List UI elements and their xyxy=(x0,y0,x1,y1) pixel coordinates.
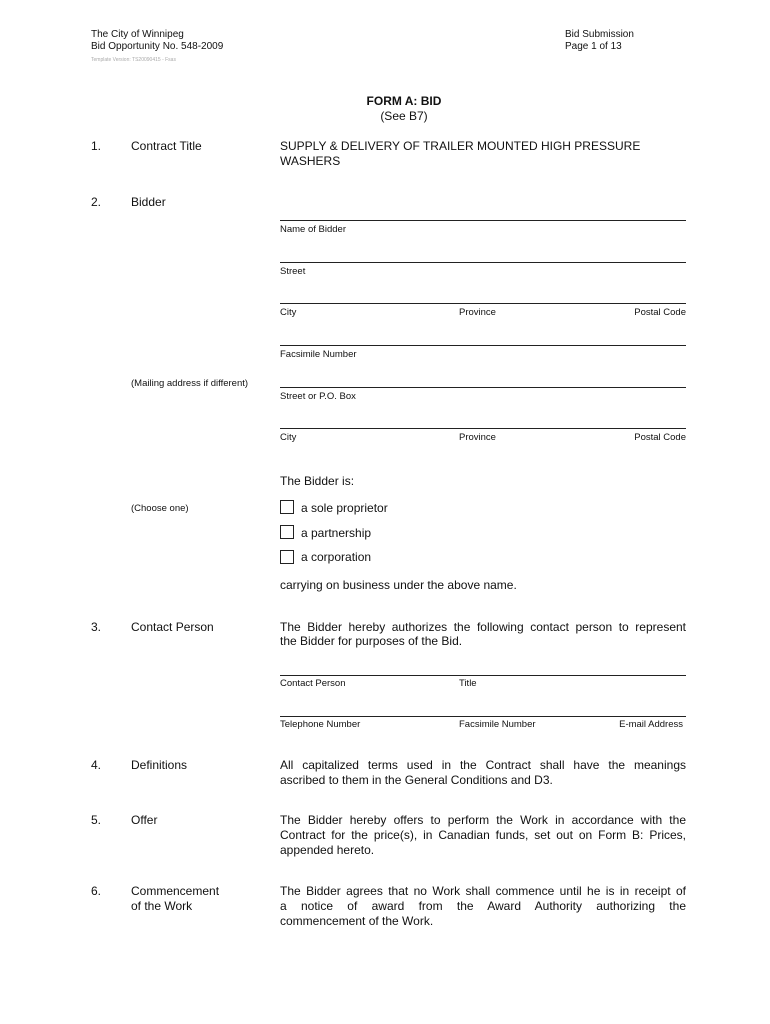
contact-person-text-line2: the Bidder for purposes of the Bid. xyxy=(280,634,463,648)
mailing-address-note: (Mailing address if different) xyxy=(131,378,249,389)
section-4-label: Definitions xyxy=(131,758,188,772)
section-6-number: 6. xyxy=(91,884,102,898)
email-label: E-mail Address xyxy=(619,719,683,730)
corporation-label: a corporation xyxy=(301,550,372,564)
street-line[interactable] xyxy=(280,262,686,263)
commencement-text-line1: The Bidder agrees that no Work shall commence until he is in receipt of xyxy=(280,884,686,898)
header-org: The City of Winnipeg xyxy=(91,29,184,40)
definitions-text-line2: ascribed to them in the General Conditions and D3. xyxy=(280,773,553,787)
section-2-number: 2. xyxy=(91,195,102,209)
contact-person-field-label: Contact Person xyxy=(280,678,346,689)
contact-person-line[interactable] xyxy=(280,675,686,676)
sole-proprietor-label: a sole proprietor xyxy=(301,501,388,515)
section-2-label: Bidder xyxy=(131,195,166,209)
section-4-number: 4. xyxy=(91,758,102,772)
city-line[interactable] xyxy=(280,303,686,304)
corporation-checkbox[interactable] xyxy=(280,550,294,564)
postal-code2-label: Postal Code xyxy=(634,432,686,443)
contact-fax-label: Facsimile Number xyxy=(459,719,536,730)
commencement-text-line3: commencement of the Work. xyxy=(280,914,434,928)
form-see: (See B7) xyxy=(380,109,428,123)
section-3-number: 3. xyxy=(91,620,102,634)
province-label: Province xyxy=(459,307,496,318)
fax-line[interactable] xyxy=(280,345,686,346)
offer-text-line3: appended hereto. xyxy=(280,843,375,857)
section-6-label-line1: Commencement xyxy=(131,884,220,898)
section-5-label: Offer xyxy=(131,813,158,827)
section-1-label: Contract Title xyxy=(131,139,202,153)
choose-one-note: (Choose one) xyxy=(131,503,189,514)
city2-label: City xyxy=(280,432,297,443)
form-title: FORM A: BID xyxy=(366,94,442,108)
street-po-label: Street or P.O. Box xyxy=(280,391,356,402)
telephone-label: Telephone Number xyxy=(280,719,361,730)
street-label: Street xyxy=(280,266,306,277)
contract-title-line2: WASHERS xyxy=(280,154,341,168)
bidder-is-heading: The Bidder is: xyxy=(280,474,355,488)
bidder-name-line[interactable] xyxy=(280,220,686,221)
partnership-label: a partnership xyxy=(301,526,372,540)
section-1-number: 1. xyxy=(91,139,102,153)
contract-title-line1: SUPPLY & DELIVERY OF TRAILER MOUNTED HIGH PRESSURE xyxy=(280,139,641,153)
contact-title-label: Title xyxy=(459,678,477,689)
section-6-label-line2: of the Work xyxy=(131,899,193,913)
street-po-line[interactable] xyxy=(280,387,686,388)
section-5-number: 5. xyxy=(91,813,102,827)
bidder-name-label: Name of Bidder xyxy=(280,224,347,235)
header-page-number: Page 1 of 13 xyxy=(565,41,622,52)
contact-person-text-line1: The Bidder hereby authorizes the following contact person to represent xyxy=(280,620,686,634)
partnership-checkbox[interactable] xyxy=(280,525,294,539)
city-label: City xyxy=(280,307,297,318)
commencement-text-line2: a notice of award from the Award Authority authorizing the xyxy=(280,899,686,913)
city2-line[interactable] xyxy=(280,428,686,429)
province2-label: Province xyxy=(459,432,496,443)
fax-label: Facsimile Number xyxy=(280,349,357,360)
definitions-text-line1: All capitalized terms used in the Contract shall have the meanings xyxy=(280,758,686,772)
section-3-label: Contact Person xyxy=(131,620,214,634)
header-template-version: Template Version: TS20090415 - Fsas xyxy=(91,57,176,63)
telephone-line[interactable] xyxy=(280,716,686,717)
header-doc-type: Bid Submission xyxy=(565,29,634,40)
offer-text-line2: Contract for the price(s), in Canadian funds, set out on Form B: Prices, xyxy=(280,828,686,842)
carrying-on-business-text: carrying on business under the above name. xyxy=(280,578,517,592)
postal-code-label: Postal Code xyxy=(634,307,686,318)
sole-proprietor-checkbox[interactable] xyxy=(280,500,294,514)
offer-text-line1: The Bidder hereby offers to perform the Work in accordance with the xyxy=(280,813,686,827)
header-bid-opportunity: Bid Opportunity No. 548-2009 xyxy=(91,41,224,52)
